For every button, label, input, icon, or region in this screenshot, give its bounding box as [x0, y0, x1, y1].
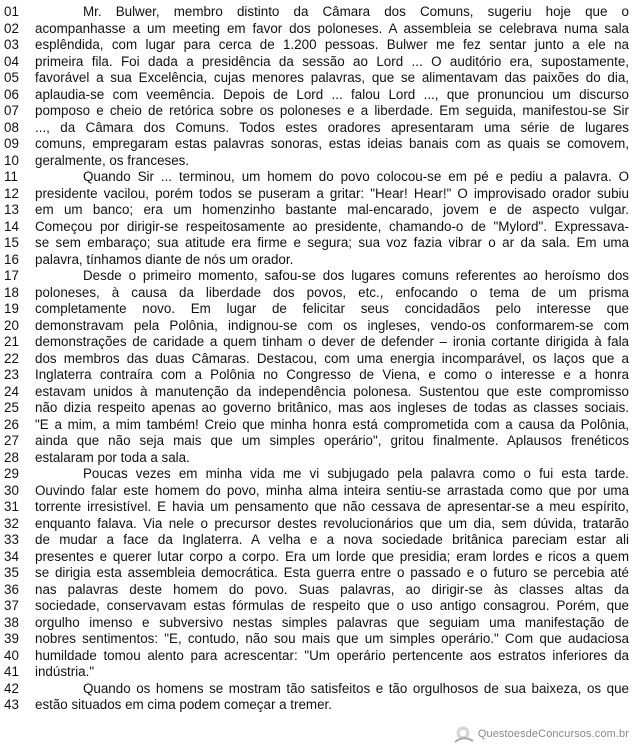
- logo-icon: [453, 724, 475, 744]
- text-line: [0, 648, 641, 665]
- line-number: 28: [4, 449, 19, 465]
- line-text: acompanhasse a um meeting em favor dos poloneses. A assembleia se celebrava numa sala: [35, 20, 629, 36]
- text-line: [0, 120, 641, 137]
- line-text: demonstravam pela Polônia, indignou-se com os ingleses, vendo-os conformarem-se com: [35, 317, 629, 333]
- text-line: [0, 532, 641, 549]
- text-line: [0, 598, 641, 615]
- text-line: [0, 87, 641, 104]
- text-line: [0, 433, 641, 450]
- text-line: [0, 466, 641, 483]
- line-number: 11: [4, 169, 18, 184]
- line-number: 43: [4, 697, 19, 712]
- line-number: 26: [4, 416, 19, 432]
- line-number: 33: [4, 532, 19, 547]
- text-line: [0, 219, 641, 236]
- line-text: comuns, empregaram estas palavras sonoras, estas ideias banais com as quais se comovem,: [35, 136, 629, 151]
- line-text: estavam unidos à manutenção da independência polonesa. Sustentou que este compromisso: [35, 383, 629, 399]
- line-number: 01: [4, 4, 19, 19]
- line-text: humildade tomou alento para acrescentar: "Um operário pertencente aos estratos inferiores da: [35, 647, 629, 663]
- line-text: Começou por dirigir-se respeitosamente ao presidente, chamando-o de "Mylord". Expressava-: [35, 218, 629, 234]
- line-text: torrente irresistível. E havia um pensamento que não cessava de apresentar-se a meu espírito,: [35, 499, 629, 514]
- text-line: [0, 70, 641, 87]
- text-line: [0, 367, 641, 384]
- line-number: 39: [4, 631, 19, 646]
- line-text: presentes e querer lutar corpo a corpo. Era um lorde que presidia; eram lordes e ricos a quem: [35, 548, 629, 564]
- text-line: [0, 565, 641, 582]
- text-line: [0, 153, 641, 170]
- text-line: [0, 186, 641, 203]
- line-text: enquanto falava. Via nele o precursor destes revolucionários que um dia, sem dúvida, tratarão: [35, 515, 629, 531]
- line-number: 12: [4, 185, 19, 201]
- line-text: estão situados em cima podem começar a tremer.: [35, 697, 332, 712]
- line-number: 41: [4, 664, 19, 679]
- text-line: [0, 301, 641, 318]
- line-text: Quando os homens se mostram tão satisfeitos e tão orgulhosos de sua baixeza, os que: [83, 680, 629, 696]
- line-number: 29: [4, 466, 19, 481]
- line-text: poloneses, à causa da liberdade dos povos, etc., enfocando o tema de um prisma: [35, 284, 629, 300]
- text-line: [0, 549, 641, 566]
- line-number: 20: [4, 317, 19, 333]
- text-line: [0, 37, 641, 54]
- line-text: pomposo e cheio de retórica sobre os poloneses e a liberdade. Em seguida, manifestou-se Sir: [35, 103, 629, 118]
- text-line: [0, 615, 641, 632]
- text-line: [0, 21, 641, 38]
- watermark-logo: [453, 723, 629, 745]
- line-number: 17: [4, 268, 19, 283]
- line-text: Ouvindo falar este homem do povo, minha alma inteira sentiu-se arrastada como que por uma: [35, 482, 629, 498]
- text-line: [0, 169, 641, 186]
- text-line: [0, 334, 641, 351]
- line-number: 22: [4, 350, 19, 366]
- line-text: não dizia respeito apenas ao governo britânico, mas aos ingleses de todas as classes sociais.: [35, 400, 629, 415]
- text-line: [0, 4, 641, 21]
- line-number: 02: [4, 20, 19, 36]
- text-line: [0, 285, 641, 302]
- line-text: demonstrações de caridade a quem tinham o dever de defender – ironia cortante dirigida à fala: [35, 334, 629, 349]
- line-text: esplêndida, com lugar para cerca de 1.200 pessoas. Bulwer me fez sentar junto a ele na: [35, 37, 629, 52]
- line-number: 14: [4, 218, 19, 234]
- text-line: [0, 516, 641, 533]
- line-number: 19: [4, 301, 19, 316]
- line-text: estalaram por toda a sala.: [35, 449, 190, 465]
- line-number: 27: [4, 433, 19, 448]
- line-number: 03: [4, 37, 19, 52]
- line-number: 21: [4, 334, 19, 349]
- text-line: [0, 103, 641, 120]
- text-line: [0, 136, 641, 153]
- line-number: 18: [4, 284, 19, 300]
- line-text: dos membros das duas Câmaras. Destacou, com uma energia incomparável, os laços que a: [35, 350, 629, 366]
- text-line: [0, 252, 641, 269]
- line-text: Quando Sir ... terminou, um homem do povo colocou-se em pé e pediu a palavra. O: [83, 169, 629, 184]
- watermark-text: QuestoesdeConcursos.com.br: [477, 728, 629, 740]
- line-number: 13: [4, 202, 19, 217]
- text-line: [0, 268, 641, 285]
- line-text: Poucas vezes em minha vida me vi subjugado pela palavra como o fui esta tarde.: [83, 466, 629, 481]
- line-text: completamente novo. Em lugar de felicitar seus concidadãos pelo interesse que: [35, 301, 629, 316]
- line-number: 16: [4, 251, 19, 267]
- line-text: orgulho imenso e subversivo nestas simples palavras que seguiam uma manifestação de: [35, 614, 629, 630]
- line-number: 24: [4, 383, 19, 399]
- line-number: 30: [4, 482, 19, 498]
- text-line: [0, 664, 641, 681]
- line-text: nobres sentimentos: "E, contudo, não sou mais que um simples operário." Com que audaciosa: [35, 631, 629, 646]
- line-number: 09: [4, 136, 19, 151]
- line-number: 25: [4, 400, 19, 415]
- text-line: [0, 54, 641, 71]
- line-text: Desde o primeiro momento, safou-se dos lugares comuns referentes ao heroísmo dos: [83, 268, 629, 283]
- text-line: [0, 235, 641, 252]
- text-line: [0, 202, 641, 219]
- line-text: primeira fila. Foi dada a presidência da sessão ao Lord ... O auditório era, supostamente,: [35, 53, 629, 69]
- line-number: 04: [4, 53, 19, 69]
- line-number: 38: [4, 614, 19, 630]
- text-line: [0, 499, 641, 516]
- line-number: 08: [4, 119, 19, 135]
- line-text: Inglaterra contraíra com a Polônia no Congresso de Viena, e como o interesse e a honra: [35, 367, 629, 382]
- line-text: se dirigia esta assembleia democrática. Esta guerra entre o passado e o futuro se percebia até: [35, 565, 629, 580]
- line-number: 07: [4, 103, 19, 118]
- line-text: geralmente, os franceses.: [35, 152, 190, 168]
- line-text: Mr. Bulwer, membro distinto da Câmara dos Comuns, sugeriu hoje que o: [83, 4, 629, 19]
- line-text: ..., da Câmara dos Comuns. Todos estes oradores apresentaram uma série de lugares: [35, 119, 629, 135]
- line-number: 36: [4, 581, 19, 597]
- text-line: [0, 681, 641, 698]
- line-text: sociedade, conservavam estas fórmulas de respeito que o uso antigo consagrou. Porém, que: [35, 598, 629, 613]
- line-number: 23: [4, 367, 19, 382]
- text-line: [0, 450, 641, 467]
- line-number: 10: [4, 152, 19, 168]
- line-text: indústria.": [35, 664, 95, 679]
- line-number: 34: [4, 548, 19, 564]
- line-number: 40: [4, 647, 19, 663]
- line-number: 37: [4, 598, 19, 613]
- text-line: [0, 582, 641, 599]
- line-text: se sem embaraço; sua atitude era firme e segura; sua voz fazia vibrar o ar da sala. Em uma: [35, 235, 629, 250]
- text-line: [0, 483, 641, 500]
- line-number: 06: [4, 86, 19, 102]
- line-number: 42: [4, 680, 19, 696]
- line-number: 15: [4, 235, 19, 250]
- text-line: [0, 384, 641, 401]
- text-line: [0, 631, 641, 648]
- line-text: palavra, tínhamos diante de nós um orador.: [35, 251, 294, 267]
- line-text: em um banco; era um homenzinho bastante mal-encarado, jovem e de aspecto vulgar.: [35, 202, 629, 217]
- line-text: nas palavras deste homem do povo. Suas palavras, ao dirigir-se às classes altas da: [35, 581, 629, 597]
- line-number: 35: [4, 565, 19, 580]
- line-text: presidente vacilou, porém todos se puseram a gritar: "Hear! Hear!" O improvisado orador subiu: [35, 185, 629, 201]
- line-text: favorável a sua Excelência, cujas menores palavras, que se alimentavam das paixões do dia,: [35, 70, 629, 85]
- line-number: 05: [4, 70, 19, 85]
- line-number: 31: [4, 499, 19, 514]
- document-body: [0, 4, 641, 714]
- text-line: [0, 351, 641, 368]
- text-line: [0, 400, 641, 417]
- line-text: "E a mim, a mim também! Creio que minha honra está comprometida com a causa da Polônia,: [35, 416, 629, 432]
- text-line: [0, 417, 641, 434]
- line-number: 32: [4, 515, 19, 531]
- text-line: [0, 697, 641, 714]
- text-line: [0, 318, 641, 335]
- line-text: ainda que não seja mais que um simples operário", gritou finalmente. Aplausos frenéticos: [35, 433, 629, 448]
- line-text: de mudar a face da Inglaterra. A velha e a nova sociedade britânica pareciam estar ali: [35, 532, 629, 547]
- line-text: aplaudia-se com veemência. Depois de Lord ... falou Lord ..., que pronunciou um discurso: [35, 86, 629, 102]
